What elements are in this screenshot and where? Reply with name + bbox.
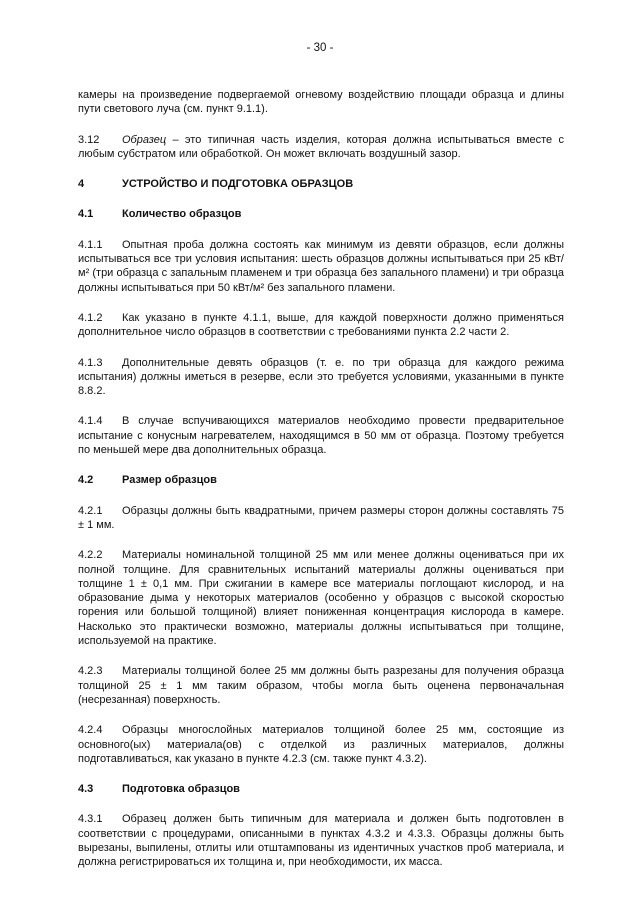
paragraph-4-1-4 — [78, 414, 564, 457]
paragraph-4-2-2 — [78, 548, 564, 648]
paragraph-number: 4.1.3 — [78, 356, 103, 369]
paragraph-4-1-1 — [78, 238, 564, 295]
section-title: Количество образцов — [122, 208, 242, 221]
paragraph-4-3-1 — [78, 812, 564, 869]
paragraph-number: 4.2.1 — [78, 504, 103, 517]
paragraph-text: Образцы должны быть квадратными, причем размеры сторон должны составлять 75 ± 1 мм. — [78, 504, 564, 531]
section-title: Размер образцов — [122, 474, 217, 487]
paragraph-number: 4.2.2 — [78, 549, 103, 562]
paragraph-number: 4.1.2 — [78, 311, 103, 324]
paragraph-text: Образец должен быть типичным для материала и должен быть подготовлен в соответствии с процедурами, описанными в пунктах 4.3.2 и 4.3.3. Образцы должны быть вырезаны, выпилены, отлиты или отштампованы из идентичных участков проб материала, и должна регистрироваться их толщина и, при необходимости, их масса. — [78, 813, 564, 869]
section-number: 4.2 — [78, 474, 94, 487]
paragraph-number: 4.2.4 — [78, 724, 103, 737]
paragraph-text: Материалы толщиной более 25 мм должны быть разрезаны для получения образца толщиной 25 ± 1 мм таким образом, чтобы могла быть оценена первоначальная (несрезанная) поверхность. — [78, 665, 564, 706]
paragraph-4-2-1 — [78, 504, 564, 533]
paragraph-number: 3.12 — [78, 133, 100, 146]
paragraph-4-2-4 — [78, 723, 564, 766]
paragraph-number: 4.3.1 — [78, 813, 103, 826]
paragraph-text: Дополнительные девять образцов (т. е. по три образца для каждого режима испытания) должны иметься в резерве, если это требуется условиями, указанными в пункте 8.8.2. — [78, 356, 564, 398]
paragraph-4-2-3 — [78, 664, 564, 707]
paragraph-text: Материалы номинальной толщиной 25 мм или менее должны оцениваться при их полной толщине. Для сравнительных испытаний материалы должны оцениваться при толщине 1 ± 0,1 мм. При сжигании в камере все материалы поглощают кислород, и на образование дыма у некоторых материалов (особенно у образцов с высокой скоростью горения или большой толщиной) влияет пониженная концентрация кислорода в камере. Насколько это практически возможно, материалы должны испытываться при толщине, используемой на практике. — [78, 549, 564, 648]
paragraph-text: Образцы многослойных материалов толщиной более 25 мм, состоящие из основного(ых) материала(ов) с отделкой из различных материалов, должны подготавливаться, как указано в пункте 4.2.3 (см. также пункт 4.3.2). — [78, 724, 564, 765]
paragraph-3-12 — [78, 133, 564, 162]
paragraph-text: В случае вспучивающихся материалов необходимо провести предварительное испытание с конусным нагревателем, находящимся в 50 мм от образца. Поэтому требуется по меньшей мере два дополнительных образца. — [78, 415, 564, 457]
section-title: Подготовка образцов — [122, 783, 240, 796]
page-content — [78, 88, 564, 886]
paragraph-number: 4.1.1 — [78, 238, 103, 251]
defined-term: Образец — [122, 133, 167, 146]
paragraph-text: – это типичная часть изделия, которая должна испытываться вместе с любым субстратом или обработкой. Он может включать воздушный зазор. — [78, 133, 564, 160]
paragraph-number: 4.1.4 — [78, 415, 103, 428]
paragraph-text: Опытная проба должна состоять как минимум из девяти образцов, если должны испытываться все три условия испытания: шесть образцов должны испытываться при 25 кВт/м² (три образца с запальным пламенем и три образца без запального пламени) и три образца должны испытываться при 50 кВт/м² без запального пламени. — [78, 238, 564, 294]
paragraph-number: 4.2.3 — [78, 665, 103, 678]
paragraph-continuation: камеры на произведение подвергаемой огневому воздействию площади образца и длины пути светового луча (см. пункт 9.1.1). — [78, 89, 564, 116]
section-number: 4.3 — [78, 783, 94, 796]
paragraph-4-1-3 — [78, 356, 564, 399]
section-heading-4-1 — [78, 207, 564, 221]
section-number: 4 — [78, 178, 85, 191]
paragraph-text: Как указано в пункте 4.1.1, выше, для каждой поверхности должно применяться дополнительное число образцов в соответствии с требованиями пункта 2.2 части 2. — [78, 311, 564, 339]
section-heading-4-3 — [78, 782, 564, 796]
section-title: УСТРОЙСТВО И ПОДГОТОВКА ОБРАЗЦОВ — [122, 178, 354, 191]
section-number: 4.1 — [78, 208, 94, 221]
section-heading-4-2 — [78, 473, 564, 487]
section-heading-4 — [78, 177, 564, 191]
paragraph-4-1-2 — [78, 311, 564, 340]
page-number: - 30 - — [306, 42, 334, 54]
